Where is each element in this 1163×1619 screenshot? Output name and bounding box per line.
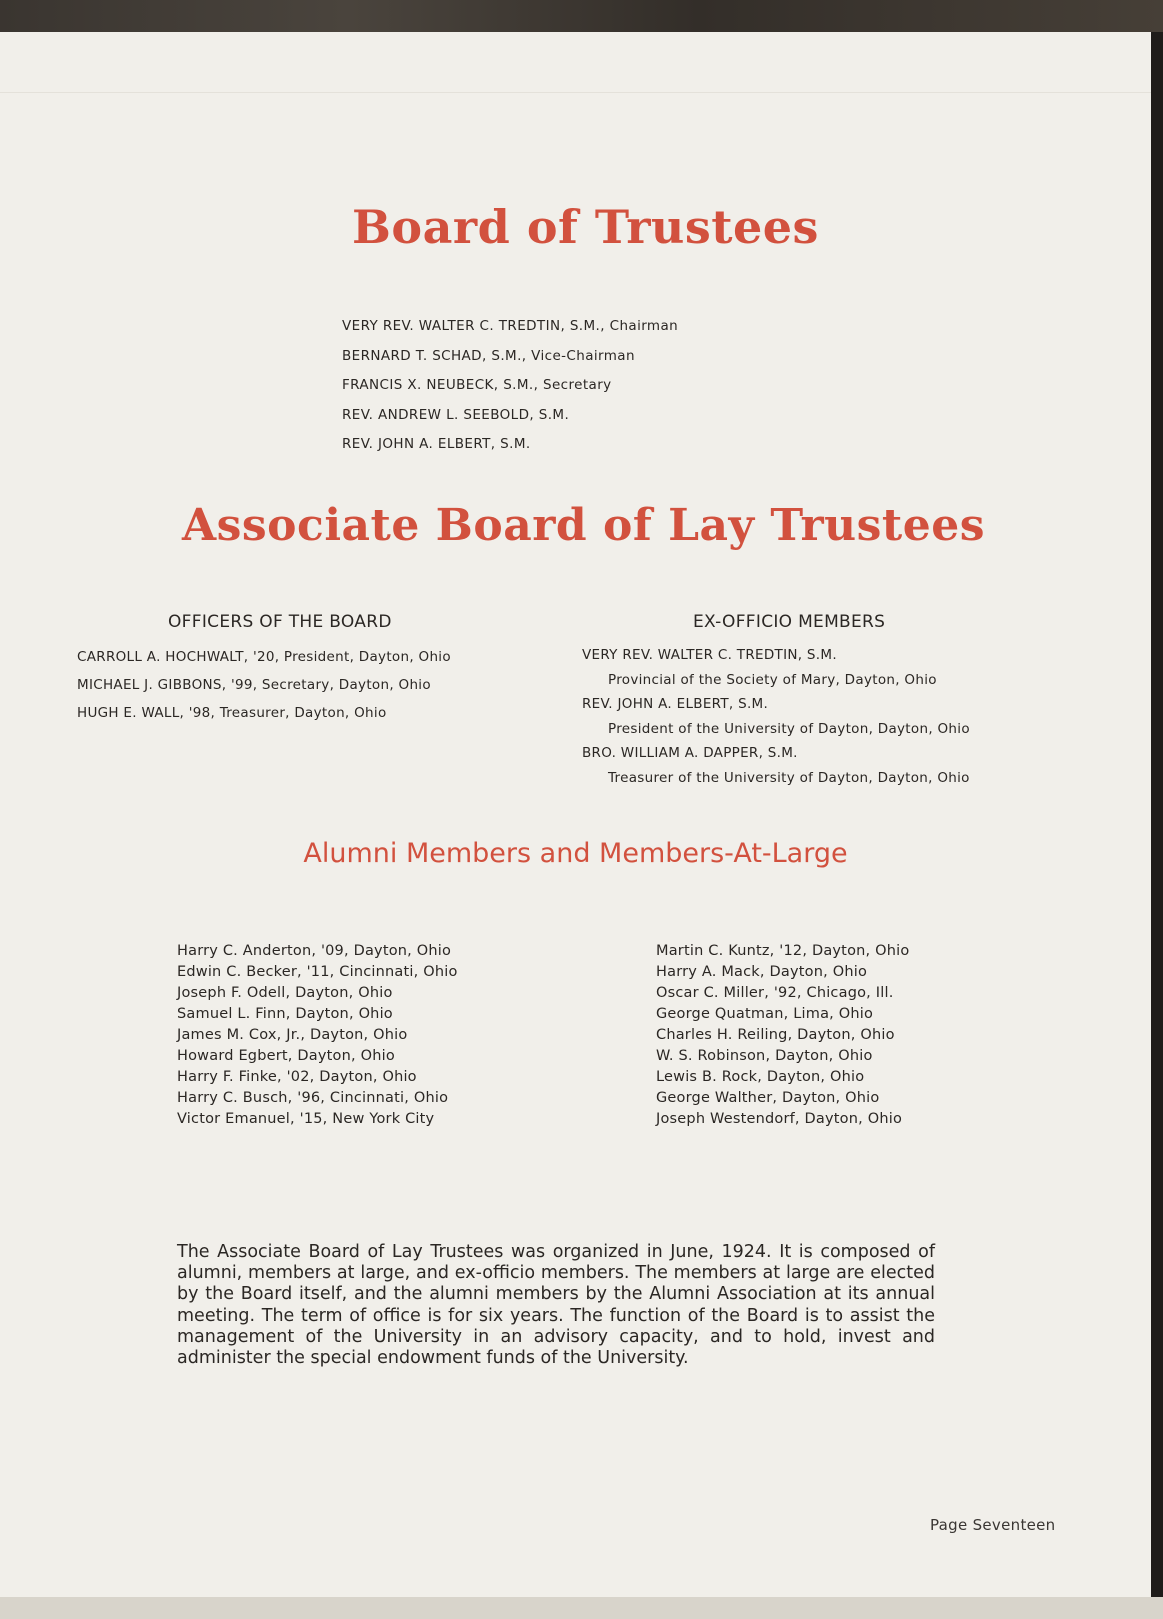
alumni-entry: Charles H. Reiling, Dayton, Ohio: [656, 1027, 895, 1043]
alumni-list-left: [177, 941, 458, 1130]
ex-officio-role: President of the University of Dayton, Dayton, Ohio: [608, 721, 970, 737]
officer-entry: MICHAEL J. GIBBONS, '99, Secretary, Dayton, Ohio: [77, 677, 431, 693]
alumni-entry: Harry F. Finke, '02, Dayton, Ohio: [177, 1069, 417, 1085]
alumni-entry: Martin C. Kuntz, '12, Dayton, Ohio: [656, 943, 910, 959]
ex-officio-heading: EX-OFFICIO MEMBERS: [693, 612, 886, 632]
alumni-entry: George Walther, Dayton, Ohio: [656, 1090, 880, 1106]
page-divider: [0, 92, 1151, 93]
officer-entry: HUGH E. WALL, '98, Treasurer, Dayton, Ohio: [77, 705, 387, 721]
alumni-entry: Harry C. Anderton, '09, Dayton, Ohio: [177, 943, 452, 959]
alumni-list-right: [656, 941, 909, 1130]
officers-heading: OFFICERS OF THE BOARD: [168, 612, 392, 632]
alumni-entry: Joseph Westendorf, Dayton, Ohio: [656, 1111, 903, 1127]
trustee-entry: BERNARD T. SCHAD, S.M., Vice-Chairman: [342, 347, 635, 364]
ex-officio-role: Treasurer of the University of Dayton, Dayton, Ohio: [608, 770, 970, 786]
scan-bottom-edge: [0, 1597, 1163, 1619]
board-description-paragraph: The Associate Board of Lay Trustees was organized in June, 1924. It is composed of alumni, members at large, and ex-officio members. The members at large are elected by the Board itself, and the alumni members by the Alumni Association at its annual meeting. The term of office is for six years. The function of the Board is to assist the management of the University in an advisory capacity, and to hold, invest and administer the special endowment funds of the University.: [177, 1242, 935, 1369]
alumni-entry: W. S. Robinson, Dayton, Ohio: [656, 1048, 873, 1064]
trustee-entry: VERY REV. WALTER C. TREDTIN, S.M., Chairman: [342, 318, 679, 334]
alumni-entry: Harry A. Mack, Dayton, Ohio: [656, 964, 868, 980]
associate-board-title: Associate Board of Lay Trustees: [182, 500, 985, 551]
alumni-entry: Victor Emanuel, '15, New York City: [177, 1111, 435, 1127]
officers-list: [77, 643, 451, 727]
alumni-entry: Howard Egbert, Dayton, Ohio: [177, 1048, 395, 1064]
officer-entry: CARROLL A. HOCHWALT, '20, President, Dayton, Ohio: [77, 649, 451, 665]
alumni-entry: Harry C. Busch, '96, Cincinnati, Ohio: [177, 1090, 449, 1106]
trustee-entry: FRANCIS X. NEUBECK, S.M., Secretary: [342, 377, 612, 393]
alumni-entry: George Quatman, Lima, Ohio: [656, 1006, 874, 1022]
scan-top-edge: [0, 0, 1163, 32]
ex-officio-role: Provincial of the Society of Mary, Dayton, Ohio: [608, 672, 937, 688]
alumni-entry: Joseph F. Odell, Dayton, Ohio: [177, 985, 393, 1001]
trustees-list: [342, 312, 678, 460]
alumni-entry: James M. Cox, Jr., Dayton, Ohio: [177, 1027, 408, 1043]
ex-officio-name: REV. JOHN A. ELBERT, S.M.: [582, 696, 769, 712]
alumni-entry: Edwin C. Becker, '11, Cincinnati, Ohio: [177, 964, 458, 980]
ex-officio-name: VERY REV. WALTER C. TREDTIN, S.M.: [582, 647, 837, 663]
alumni-members-title: Alumni Members and Members-At-Large: [303, 838, 848, 869]
board-of-trustees-title: Board of Trustees: [352, 200, 819, 254]
trustee-entry: REV. JOHN A. ELBERT, S.M.: [342, 436, 531, 452]
scan-right-edge: [1151, 32, 1163, 1597]
alumni-entry: Samuel L. Finn, Dayton, Ohio: [177, 1006, 393, 1022]
ex-officio-name: BRO. WILLIAM A. DAPPER, S.M.: [582, 745, 798, 761]
alumni-entry: Lewis B. Rock, Dayton, Ohio: [656, 1069, 865, 1085]
ex-officio-list: [582, 643, 970, 790]
alumni-entry: Oscar C. Miller, '92, Chicago, Ill.: [656, 985, 894, 1001]
page-number: Page Seventeen: [930, 1516, 1056, 1534]
trustee-entry: REV. ANDREW L. SEEBOLD, S.M.: [342, 406, 570, 423]
